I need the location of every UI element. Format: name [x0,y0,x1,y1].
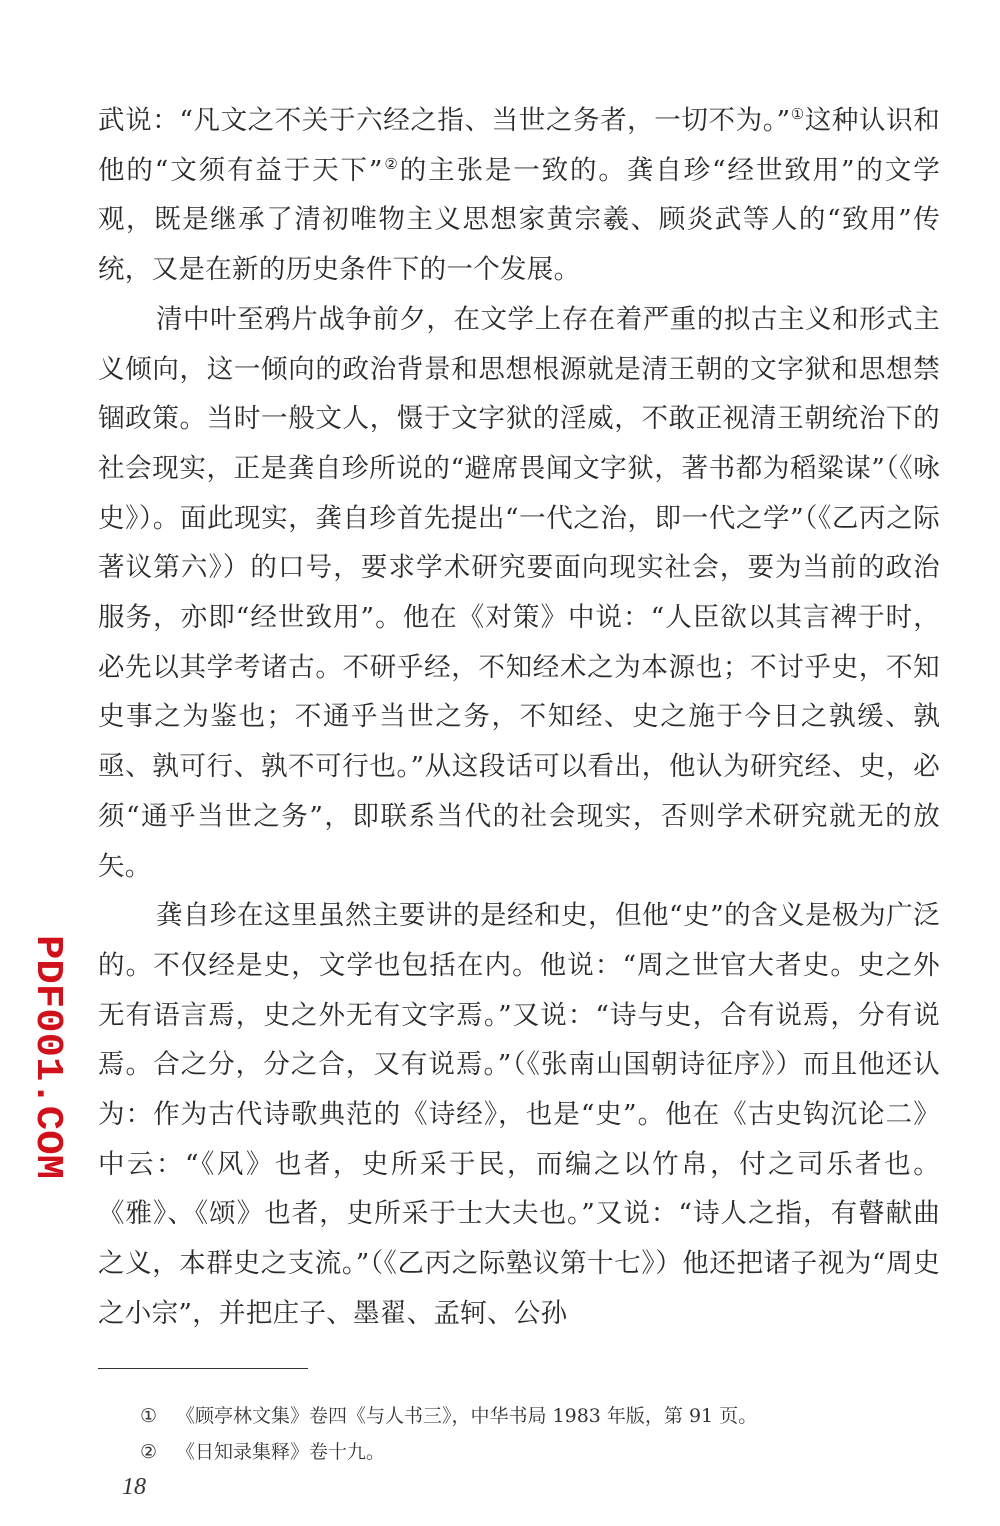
paragraph-1 [98,96,940,295]
footnote-mark: ① [140,1405,158,1427]
footnote-text: 《日知录集释》卷十九。 [176,1441,386,1463]
paragraph-2: 清中叶至鸦片战争前夕，在文学上存在着严重的拟古主义和形式主义倾向，这一倾向的政治背景和思想根源就是清王朝的文字狱和思想禁锢政策。当时一般文人，慑于文字狱的淫威，不敢正视清王朝统治下的社会现实，正是龚自珍所说的“避席畏闻文字狱，著书都为稻粱谋”（《咏史》）。面此现实，龚自珍首先提出“一代之治，即一代之学”（《乙丙之际著议第六》）的口号，要求学术研究要面向现实社会，要为当前的政治服务，亦即“经世致用”。他在《对策》中说：“人臣欲以其言裨于时，必先以其学考诸古。不研乎经，不知经术之为本源也；不讨乎史，不知史事之为鉴也；不通乎当世之务，不知经、史之施于今日之孰缓、孰亟、孰可行、孰不可行也。”从这段话可以看出，他认为研究经、史，必须“通乎当世之务”，即联系当代的社会现实，否则学术研究就无的放矢。 [98,303,940,882]
body-text [98,96,940,1339]
paragraph-1-part-a: 武说：“凡文之不关于六经之指、当世之务者，一切不为。” [98,105,791,136]
footnote-divider [98,1368,308,1369]
paragraph-1-part-c: 的主张是一致的。龚自珍“经世致用”的文学观，既是继承了清初唯物主义思想家黄宗羲、顾炎武等人的“致用”传统，又是在新的历史条件下的一个发展。 [98,154,940,286]
paragraph-1-part-b: 这种认识和他的“文须有益于天下” [98,105,941,186]
paragraph-3: 龚自珍在这里虽然主要讲的是经和史，但他“史”的含义是极为广泛的。不仅经是史，文学也包括在内。他说：“周之世官大者史。史之外无有语言焉，史之外无有文字焉。”又说：“诗与史，合有说焉，分有说焉。合之分，分之合，又有说焉。”（《张南山国朝诗征序》）而且他还认为：作为古代诗歌典范的《诗经》，也是“史”。他在《古史钩沉论二》中云：“《风》也者，史所采于民，而编之以竹帛，付之司乐者也。《雅》、《颂》也者，史所采于士大夫也。”又说：“诗人之指，有瞽献曲之义，本群史之支流。”（《乙丙之际塾议第十七》）他还把诸子视为“周史之小宗”，并把庄子、墨翟、孟轲、公孙 [98,900,940,1329]
footnote-mark: ② [140,1441,158,1463]
footnote-2 [140,1434,900,1470]
footnote-ref-2: ② [382,154,400,173]
footnote-ref-1: ① [790,105,805,123]
footnote-1 [140,1398,900,1434]
footnote-text: 《顾亭林文集》卷四《与人书三》，中华书局 1983 年版，第 91 页。 [176,1405,758,1427]
watermark-text: PDF001.COM [25,935,69,1164]
page-number: 18 [122,1474,146,1500]
footnotes [140,1398,900,1470]
watermark-logo [22,932,74,1182]
